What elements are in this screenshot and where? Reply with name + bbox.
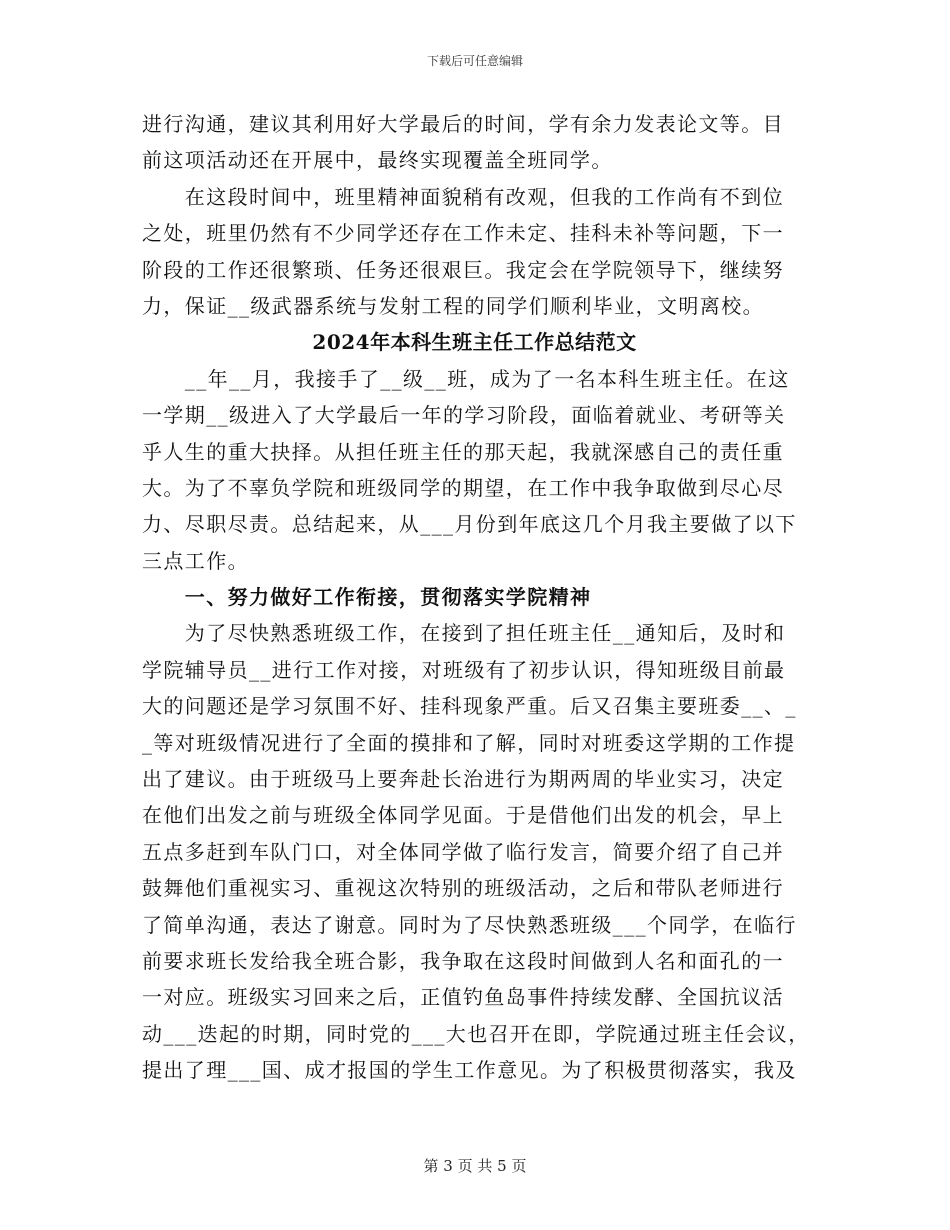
paragraph-line: 了简单沟通，表达了谢意。同时为了尽快熟悉班级___个同学，在临行 <box>142 912 797 937</box>
paragraph-line: 阶段的工作还很繁琐、任务还很艰巨。我定会在学院领导下，继续努 <box>142 257 784 282</box>
paragraph-line: 为了尽快熟悉班级工作，在接到了担任班主任__通知后，及时和 <box>142 621 786 646</box>
paragraph-line: 动___迭起的时期，同时党的___大也召开在即，学院通过班主任会议， <box>142 1021 810 1046</box>
page-footer: 第 3 页 共 5 页 <box>423 1157 527 1175</box>
paragraph-line: 鼓舞他们重视实习、重视这次特别的班级活动，之后和带队老师进行 <box>142 876 784 901</box>
paragraph-line: 三点工作。 <box>142 548 249 573</box>
paragraph-line: 学院辅导员__进行工作对接，对班级有了初步认识，得知班级目前最 <box>142 657 786 682</box>
paragraph-line: 在他们出发之前与班级全体同学见面。于是借他们出发的机会，早上 <box>142 803 784 828</box>
paragraph-line: 力、尽职尽责。总结起来，从___月份到年底这几个月我主要做了以下 <box>142 512 797 537</box>
paragraph-line: 乎人生的重大抉择。从担任班主任的那天起，我就深感自己的责任重 <box>142 439 784 464</box>
paragraph-line: 大。为了不辜负学院和班级同学的期望，在工作中我争取做到尽心尽 <box>142 475 784 500</box>
paragraph-line: 前这项活动还在开展中，最终实现覆盖全班同学。 <box>142 148 613 173</box>
paragraph-line: 提出了理___国、成才报国的学生工作意见。为了积极贯彻落实，我及 <box>142 1058 797 1083</box>
page-header: 下载后可任意编辑 <box>426 54 523 68</box>
section-title: 2024年本科生班主任工作总结范文 <box>312 330 637 355</box>
document-body <box>142 106 810 1089</box>
section-heading: 一、努力做好工作衔接，贯彻落实学院精神 <box>142 585 592 610</box>
paragraph-line: 大的问题还是学习氛围不好、挂科现象严重。后又召集主要班委__、_ <box>142 694 797 719</box>
paragraph-line: 一学期__级进入了大学最后一年的学习阶段，面临着就业、考研等关 <box>142 403 786 428</box>
paragraph-line: 出了建议。由于班级马上要奔赴长治进行为期两周的毕业实习，决定 <box>142 767 784 792</box>
paragraph-line: 五点多赶到车队门口，对全体同学做了临行发言，简要介绍了自己并 <box>142 839 784 864</box>
paragraph-line: 一对应。班级实习回来之后，正值钓鱼岛事件持续发酵、全国抗议活 <box>142 985 784 1010</box>
paragraph-line: 进行沟通，建议其利用好大学最后的时间，学有余力发表论文等。目 <box>142 112 784 136</box>
paragraph-line: 之处，班里仍然有不少同学还存在工作未定、挂科未补等问题，下一 <box>142 221 784 246</box>
paragraph-line: 力，保证__级武器系统与发射工程的同学们顺利毕业，文明离校。 <box>142 293 764 318</box>
paragraph-line: 在这段时间中，班里精神面貌稍有改观，但我的工作尚有不到位 <box>142 184 784 209</box>
paragraph-line: 前要求班长发给我全班合影，我争取在这段时间做到人名和面孔的一 <box>142 948 784 973</box>
paragraph-line: __年__月，我接手了__级__班，成为了一名本科生班主任。在这 <box>142 366 790 391</box>
paragraph-line: _等对班级情况进行了全面的摸排和了解，同时对班委这学期的工作提 <box>142 730 796 755</box>
